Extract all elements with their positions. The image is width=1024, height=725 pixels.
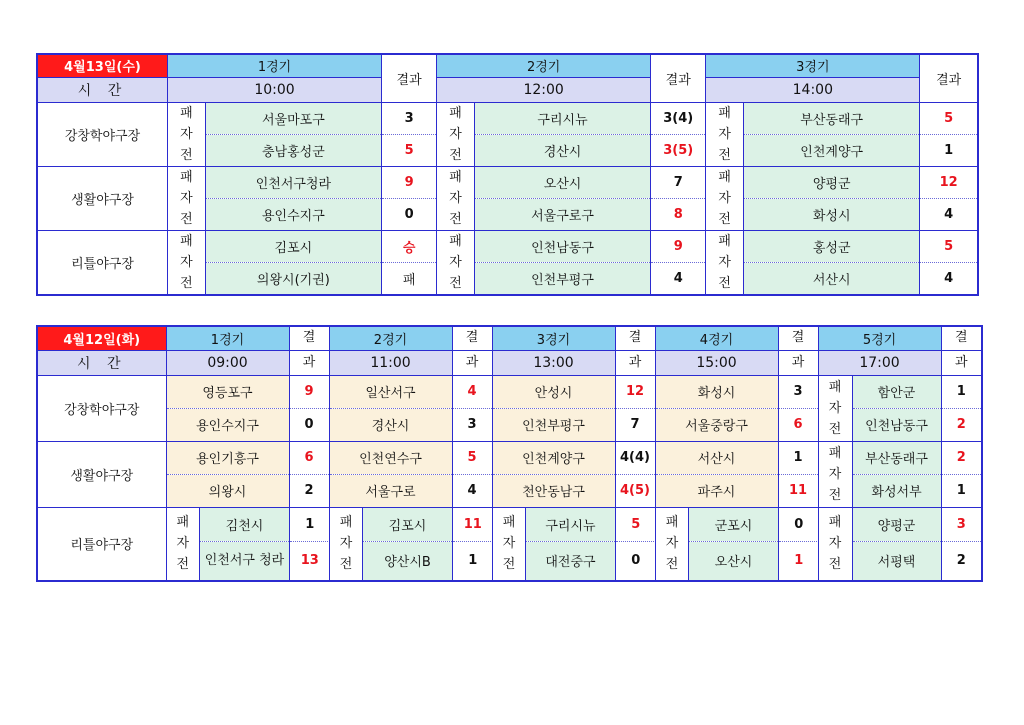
- match-subtable: [492, 508, 655, 580]
- team-name: 파주시: [655, 474, 778, 507]
- pae-label: 패 자 전: [706, 230, 744, 295]
- score-winner: 1: [779, 542, 819, 580]
- score: 0: [289, 408, 329, 441]
- team-name: 의왕시: [166, 474, 289, 507]
- match-subtable: [329, 508, 492, 580]
- pae-label: 패 자 전: [818, 441, 852, 507]
- score: 4: [920, 263, 978, 295]
- date-label: 4월12일(화): [37, 326, 166, 350]
- pae-label: 패 자 전: [818, 507, 852, 581]
- team-name: 인천남동구: [474, 230, 650, 263]
- schedule-table-apr13: [36, 53, 979, 296]
- team-name: 인천연수구: [329, 441, 452, 474]
- pae-label: 패 자 전: [167, 166, 205, 230]
- pae-label: 패 자 전: [167, 102, 205, 166]
- score-winner: 4(5): [615, 474, 655, 507]
- team-name: 부산동래구: [743, 102, 919, 135]
- team-name: 함안군: [852, 375, 941, 408]
- pae-label: 패 자 전: [656, 508, 689, 580]
- score: 1: [941, 375, 982, 408]
- result-header: 결과: [651, 54, 706, 102]
- pae-label: 패 자 전: [330, 508, 363, 580]
- game-time-4: 15:00: [655, 350, 778, 375]
- result-header-top: 결: [452, 326, 492, 350]
- date-label: 4월13일(수): [37, 54, 167, 77]
- team-name: 일산서구: [329, 375, 452, 408]
- result-header-top: 결: [289, 326, 329, 350]
- time-label: 시 간: [37, 350, 166, 375]
- result-header: 결과: [920, 54, 978, 102]
- team-name: 양산시B: [363, 542, 453, 580]
- team-name: 의왕시(기권): [205, 263, 381, 295]
- score-winner: 3(5): [651, 135, 706, 166]
- pae-label: 패 자 전: [706, 102, 744, 166]
- team-name: 오산시: [689, 542, 779, 580]
- score-winner: 13: [290, 542, 330, 580]
- score: 3: [452, 408, 492, 441]
- pae-label: 패 자 전: [706, 166, 744, 230]
- team-name: 용인기흥구: [166, 441, 289, 474]
- team-name: 대전중구: [526, 542, 616, 580]
- score-winner: 8: [651, 199, 706, 230]
- team-name: 서울구로: [329, 474, 452, 507]
- venue-name: 생활야구장: [37, 441, 166, 507]
- team-name: 서산시: [655, 441, 778, 474]
- game-time-3: 14:00: [706, 77, 920, 102]
- team-name: 인천남동구: [852, 408, 941, 441]
- score-winner: 11: [453, 508, 493, 542]
- team-name: 인천서구청라: [205, 166, 381, 199]
- team-name: 안성시: [492, 375, 615, 408]
- team-name: 서산시: [743, 263, 919, 295]
- score-winner: 12: [920, 166, 978, 199]
- score: 4(4): [615, 441, 655, 474]
- losers-match-1: [166, 507, 329, 581]
- losers-match-2: [329, 507, 492, 581]
- score: 0: [616, 542, 656, 580]
- score: 2: [289, 474, 329, 507]
- result-header-bottom: 과: [452, 350, 492, 375]
- game-header-2: 2경기: [437, 54, 651, 77]
- game-time-1: 10:00: [167, 77, 381, 102]
- score-winner: 12: [615, 375, 655, 408]
- team-name: 화성시: [743, 199, 919, 230]
- game-header-3: 3경기: [492, 326, 615, 350]
- team-name: 인천서구 청라: [200, 542, 290, 580]
- result-header-bottom: 과: [289, 350, 329, 375]
- team-name: 용인수지구: [205, 199, 381, 230]
- game-header-4: 4경기: [655, 326, 778, 350]
- team-name: 서평택: [852, 541, 941, 580]
- pae-label: 패 자 전: [437, 166, 475, 230]
- score: 패: [382, 263, 437, 295]
- score-winner: 2: [941, 441, 982, 474]
- score-winner: 5: [920, 102, 978, 135]
- score: 0: [382, 199, 437, 230]
- result-header-top: 결: [778, 326, 818, 350]
- venue-name: 강창학야구장: [37, 102, 167, 166]
- score: 3(4): [651, 102, 706, 135]
- result-header-bottom: 과: [615, 350, 655, 375]
- venue-name: 생활야구장: [37, 166, 167, 230]
- pae-label: 패 자 전: [818, 375, 852, 441]
- game-header-1: 1경기: [167, 54, 381, 77]
- result-header: 결과: [382, 54, 437, 102]
- team-name: 김천시: [200, 508, 290, 542]
- score-winner: 9: [651, 230, 706, 263]
- score-winner: 6: [778, 408, 818, 441]
- team-name: 인천계양구: [492, 441, 615, 474]
- score: 0: [779, 508, 819, 542]
- result-header-top: 결: [615, 326, 655, 350]
- game-time-5: 17:00: [818, 350, 941, 375]
- team-name: 양평군: [852, 507, 941, 541]
- pae-label: 패 자 전: [167, 230, 205, 295]
- score: 1: [920, 135, 978, 166]
- team-name: 양평군: [743, 166, 919, 199]
- result-header-bottom: 과: [778, 350, 818, 375]
- losers-match-3: [492, 507, 655, 581]
- score: 4: [920, 199, 978, 230]
- match-subtable: [167, 508, 330, 580]
- schedule-table-apr12: [36, 325, 983, 582]
- venue-name: 리틀야구장: [37, 507, 166, 581]
- team-name: 구리시뉴: [474, 102, 650, 135]
- game-time-1: 09:00: [166, 350, 289, 375]
- team-name: 구리시뉴: [526, 508, 616, 542]
- team-name: 경산시: [329, 408, 452, 441]
- pae-label: 패 자 전: [493, 508, 526, 580]
- score-winner: 4: [452, 375, 492, 408]
- score: 2: [941, 541, 982, 580]
- team-name: 인천부평구: [492, 408, 615, 441]
- score-winner: 2: [941, 408, 982, 441]
- score-winner: 6: [289, 441, 329, 474]
- venue-name: 강창학야구장: [37, 375, 166, 441]
- team-name: 오산시: [474, 166, 650, 199]
- result-header-top: 결: [941, 326, 982, 350]
- score-winner: 3: [941, 507, 982, 541]
- team-name: 부산동래구: [852, 441, 941, 474]
- team-name: 용인수지구: [166, 408, 289, 441]
- score: 3: [778, 375, 818, 408]
- score-winner: 승: [382, 230, 437, 263]
- game-time-2: 11:00: [329, 350, 452, 375]
- team-name: 김포시: [363, 508, 453, 542]
- pae-label: 패 자 전: [167, 508, 200, 580]
- score: 7: [651, 166, 706, 199]
- score-winner: 9: [382, 166, 437, 199]
- result-header-bottom: 과: [941, 350, 982, 375]
- score-winner: 5: [616, 508, 656, 542]
- team-name: 충남홍성군: [205, 135, 381, 166]
- pae-label: 패 자 전: [437, 102, 475, 166]
- losers-match-4: [655, 507, 818, 581]
- match-subtable: [655, 508, 818, 580]
- score-winner: 11: [778, 474, 818, 507]
- game-header-2: 2경기: [329, 326, 452, 350]
- game-time-3: 13:00: [492, 350, 615, 375]
- score: 1: [778, 441, 818, 474]
- score: 7: [615, 408, 655, 441]
- score: 4: [452, 474, 492, 507]
- team-name: 화성서부: [852, 474, 941, 507]
- team-name: 화성시: [655, 375, 778, 408]
- team-name: 경산시: [474, 135, 650, 166]
- team-name: 김포시: [205, 230, 381, 263]
- team-name: 서울마포구: [205, 102, 381, 135]
- time-label: 시 간: [37, 77, 167, 102]
- score-winner: 5: [920, 230, 978, 263]
- score-winner: 9: [289, 375, 329, 408]
- game-header-5: 5경기: [818, 326, 941, 350]
- score: 4: [651, 263, 706, 295]
- score-winner: 5: [382, 135, 437, 166]
- venue-name: 리틀야구장: [37, 230, 167, 295]
- score: 3: [382, 102, 437, 135]
- score: 1: [941, 474, 982, 507]
- team-name: 서울구로구: [474, 199, 650, 230]
- score: 1: [290, 508, 330, 542]
- team-name: 서울중랑구: [655, 408, 778, 441]
- team-name: 군포시: [689, 508, 779, 542]
- team-name: 인천계양구: [743, 135, 919, 166]
- team-name: 영등포구: [166, 375, 289, 408]
- team-name: 인천부평구: [474, 263, 650, 295]
- team-name: 천안동남구: [492, 474, 615, 507]
- pae-label: 패 자 전: [437, 230, 475, 295]
- score-winner: 5: [452, 441, 492, 474]
- game-header-1: 1경기: [166, 326, 289, 350]
- score: 1: [453, 542, 493, 580]
- game-time-2: 12:00: [437, 77, 651, 102]
- game-header-3: 3경기: [706, 54, 920, 77]
- team-name: 홍성군: [743, 230, 919, 263]
